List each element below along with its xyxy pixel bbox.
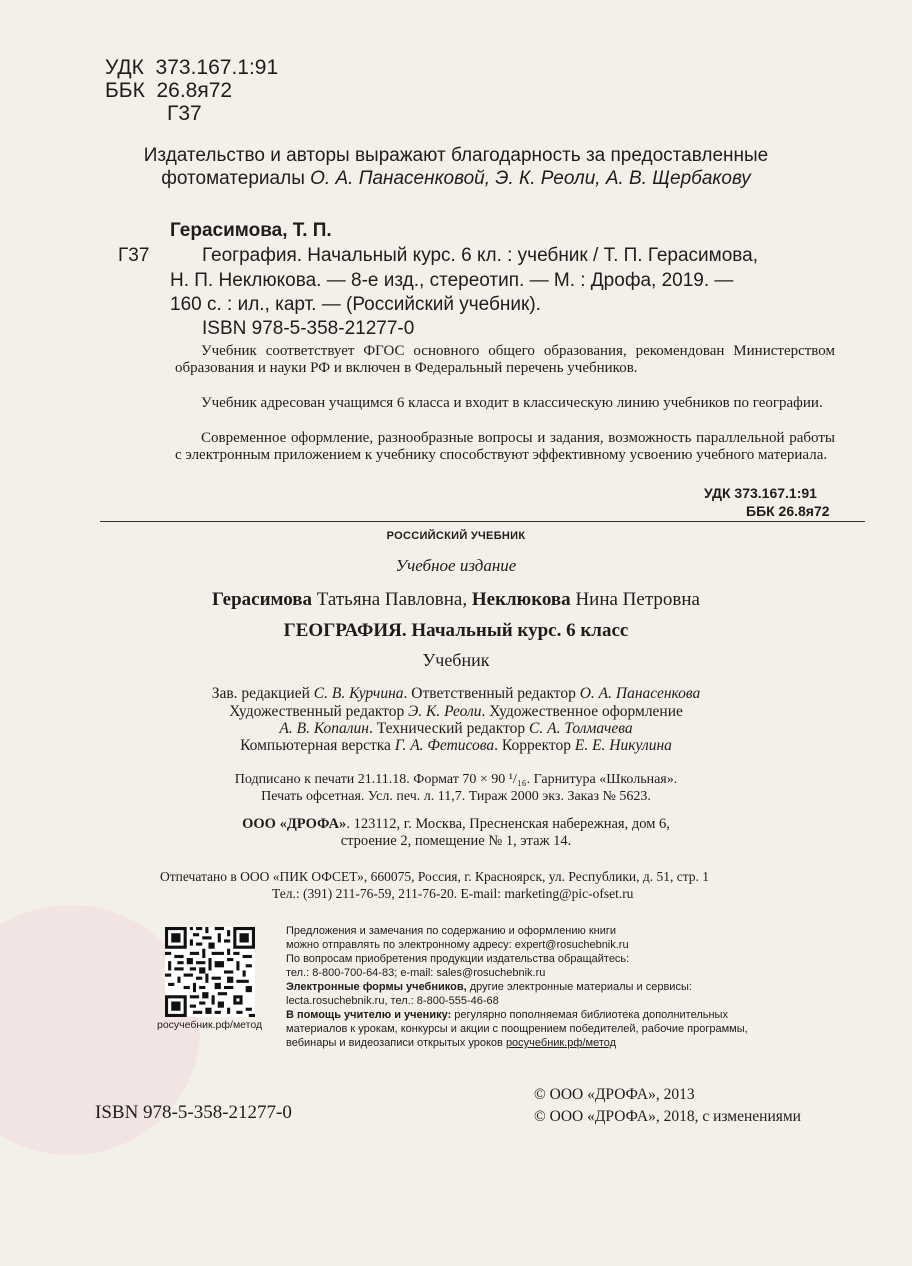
bib-line-2: Н. П. Неклюкова. — 8-е изд., стереотип. — М. : Дрофа, 2019. —: [170, 270, 734, 291]
contacts-text-4: материалов к урокам, конкурсы и акции с поощрением победителей, рабочие программы,: [286, 1023, 748, 1035]
contacts-text-3: lecta.rosuchebnik.ru, тел.: 8-800-555-46-68: [286, 995, 499, 1007]
staff4-role: Компьютерная верстка: [240, 737, 391, 754]
bib-author: Герасимова, Т. П.: [170, 220, 332, 241]
bbk-value: 26.8я72: [156, 79, 233, 102]
printer-line-2: Тел.: (391) 211-76-59, 211-76-20. E-mail: marketing@pic-ofset.ru: [272, 886, 634, 901]
staff-line-2: [0, 703, 912, 721]
thanks-names: О. А. Панасенковой, Э. К. Реоли, А. В. Щербакову: [310, 168, 751, 189]
staff1-role: Зав. редакцией: [211, 685, 310, 702]
bbk-line: [105, 80, 232, 102]
book-subtitle: Учебник: [422, 650, 490, 670]
staff-line-4: [0, 737, 912, 755]
staff1-name: С. В. Курчина: [313, 685, 404, 702]
author-code: Г37: [167, 102, 202, 125]
contacts-text-5: [286, 1037, 846, 1051]
footer-isbn: ISBN 978-5-358-21277-0: [95, 1102, 292, 1123]
copyright-1: © ООО «ДРОФА», 2013: [534, 1086, 695, 1103]
staff-line-3: [0, 720, 912, 738]
method-link[interactable]: росучебник.рф/метод: [505, 1037, 617, 1049]
publisher-line-1: [0, 816, 912, 833]
qr-caption: росучебник.рф/метод: [157, 1019, 263, 1031]
publisher-name: ООО «ДРОФА»: [242, 816, 347, 832]
bbk-label: ББК: [105, 79, 145, 102]
udk-line: [105, 57, 278, 79]
contacts-heading-1: Предложения и замечания по содержанию и оформлению книги: [286, 925, 617, 937]
staff3-role: . Технический редактор: [368, 720, 526, 737]
contacts-heading-3: [286, 981, 846, 995]
author2-name: Нина Петровна: [570, 589, 700, 610]
thanks-line-1: Издательство и авторы выражают благодарность за предоставленные: [143, 145, 769, 166]
publisher-line-2: строение 2, помещение № 1, этаж 14.: [340, 833, 572, 849]
publisher-address-1: . 123112, г. Москва, Пресненская набережная, дом 6,: [346, 816, 670, 832]
qr-code-image: [165, 927, 255, 1017]
annotation-p3: Современное оформление, разнообразные вопросы и задания, возможность параллельной работы с электронным приложением к учебнику способствуют эффективному усвоению учебного материала.: [175, 430, 835, 463]
contacts-heading-2: По вопросам приобретения продукции издательства обращайтесь:: [286, 953, 630, 965]
staff1b-name: О. А. Панасенкова: [579, 685, 701, 702]
staff2-role: Художественный редактор: [229, 703, 405, 720]
bib-line-3: 160 с. : ил., карт. — (Российский учебник).: [170, 294, 541, 315]
qr-code: [165, 927, 255, 1017]
author1-name: Татьяна Павловна,: [312, 589, 472, 610]
copyright-2: © ООО «ДРОФА», 2018, с изменениями: [534, 1108, 801, 1125]
divider: [100, 521, 865, 522]
staff4b-role: . Корректор: [494, 737, 571, 754]
staff1b-role: . Ответственный редактор: [403, 685, 576, 702]
staff2-name: Э. К. Реоли: [408, 703, 482, 720]
udk-bottom: УДК 373.167.1:91: [704, 485, 817, 501]
staff4-name: Г. А. Фетисова: [394, 737, 495, 754]
contacts-text-2: тел.: 8-800-700-64-83; e-mail: sales@rosuchebnik.ru: [286, 967, 546, 979]
bib-code: Г37: [118, 245, 150, 266]
authors-full: [0, 589, 912, 611]
thanks-line-2: [0, 168, 912, 190]
staff-line-1: [0, 685, 912, 703]
udk-value: 373.167.1:91: [155, 56, 279, 79]
print-line-2: Печать офсетная. Усл. печ. л. 11,7. Тираж 2000 экз. Заказ № 5623.: [261, 789, 651, 804]
contacts-heading-3-bold: Электронные формы учебников,: [286, 981, 467, 993]
thanks-prefix: фотоматериалы: [161, 168, 311, 189]
contacts-text-5a: вебинары и видеозаписи открытых уроков: [286, 1037, 506, 1049]
author1-surname: Герасимова: [212, 589, 313, 610]
book-title: ГЕОГРАФИЯ. Начальный курс. 6 класс: [283, 620, 629, 641]
staff3-name: А. В. Копалин: [279, 720, 369, 737]
annotation-p2: Учебник адресован учащимся 6 класса и входит в классическую линию учебников по географии.: [201, 395, 823, 411]
annotation-p1: Учебник соответствует ФГОС основного общего образования, рекомендован Министерством образования и науки РФ и включен в Федеральный перечень учебников.: [175, 343, 835, 376]
contacts-heading-3-rest: другие электронные материалы и сервисы:: [466, 981, 692, 993]
bib-isbn: ISBN 978-5-358-21277-0: [202, 318, 415, 339]
series-name: РОССИЙСКИЙ УЧЕБНИК: [386, 530, 526, 542]
bbk-bottom: ББК 26.8я72: [746, 503, 830, 519]
printer-line-1: Отпечатано в ООО «ПИК ОФСЕТ», 660075, Россия, г. Красноярск, ул. Республики, д. 51, стр. 1: [160, 869, 710, 884]
staff4b-name: Е. Е. Никулина: [574, 737, 672, 754]
staff2b-role: . Художественное оформление: [481, 703, 683, 720]
contacts-heading-4-rest: регулярно пополняемая библиотека дополнительных: [451, 1009, 728, 1021]
staff3b-name: С. А. Толмачева: [529, 720, 633, 737]
author2-surname: Неклюкова: [471, 589, 571, 610]
bib-line-1: География. Начальный курс. 6 кл. : учебник / Т. П. Герасимова,: [202, 245, 759, 266]
print-line-1: Подписано к печати 21.11.18. Формат 70 × 90 ¹/₁₆. Гарнитура «Школьная».: [234, 772, 678, 787]
edition-type: Учебное издание: [395, 556, 517, 575]
contacts-text-1: можно отправлять по электронному адресу: expert@rosuchebnik.ru: [286, 939, 629, 951]
contacts-heading-4: [286, 1009, 846, 1023]
udk-label: УДК: [105, 56, 144, 79]
contacts-heading-4-bold: В помощь учителю и ученику:: [286, 1009, 452, 1021]
